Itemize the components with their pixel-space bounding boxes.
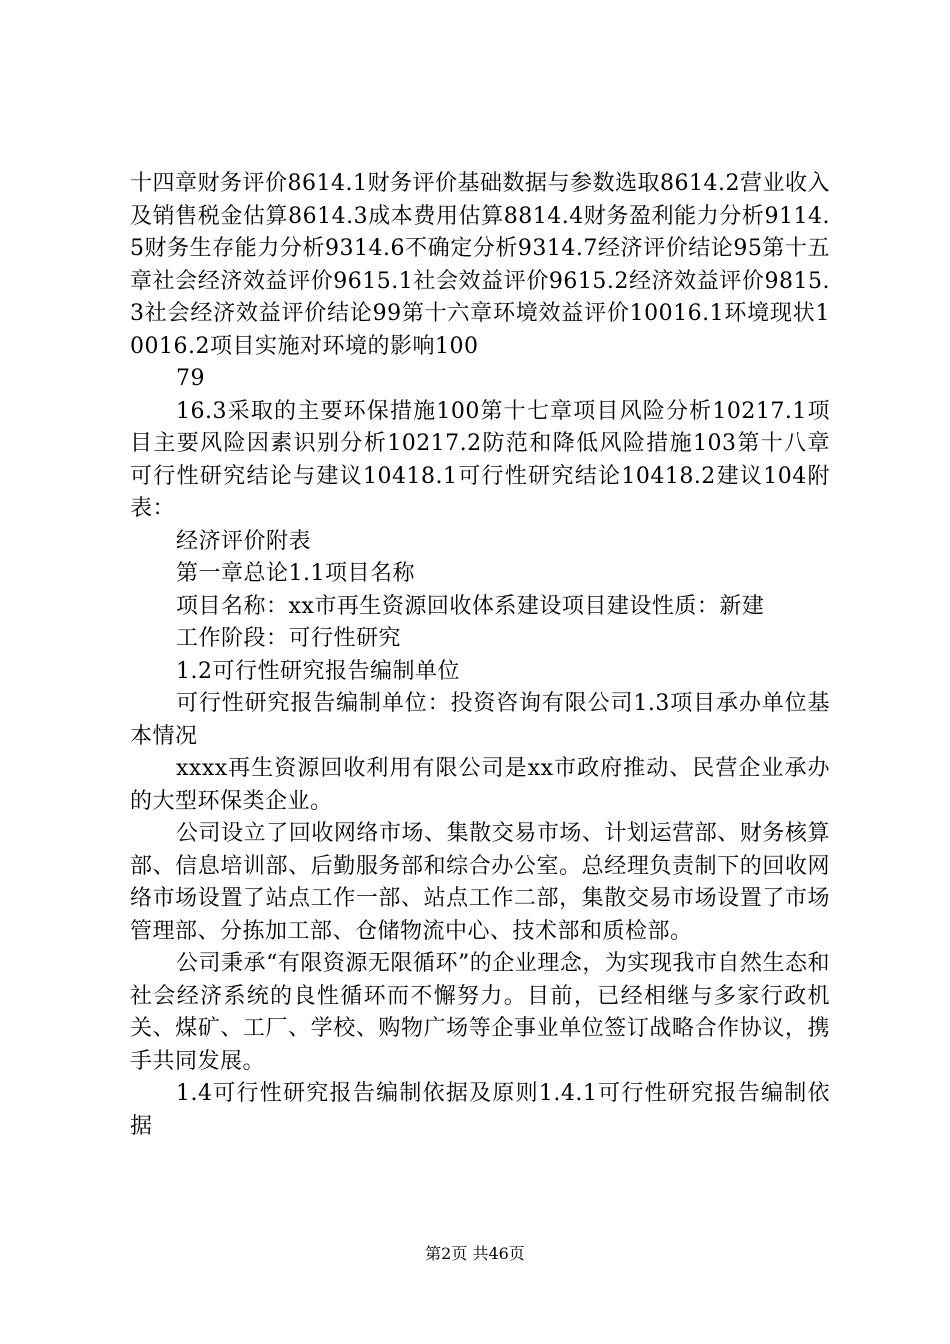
paragraph-5: 第一章总论1.1项目名称 (176, 561, 415, 586)
paragraph-8: 1.2可行性研究报告编制单位 (176, 658, 460, 684)
paragraph-10: xxxx再生资源回收利用有限公司是xx市政府推动、民营企业承办的大型环保类企业。 (130, 756, 830, 814)
paragraph-4: 经济评价附表 (176, 528, 312, 554)
paragraph-13: 1.4可行性研究报告编制依据及原则1.4.1可行性研究报告编制依据 (130, 1081, 830, 1139)
paragraph-7: 工作阶段：可行性研究 (176, 626, 402, 651)
paragraph-6: 项目名称：xx市再生资源回收体系建设项目建设性质：新建 (176, 593, 765, 619)
paragraph-12: 公司秉承“有限资源无限循环”的企业理念，为实现我市自然生态和社会经济系统的良性循环而不懈努力。目前，已经相继与多家行政机关、煤矿、工厂、学校、购物广场等企事业单位签订战略合作协议，携手共同发展。 (130, 951, 830, 1074)
paragraph-3: 16.3采取的主要环保措施100第十七章项目风险分析10217.1项目主要风险因素识别分析10217.2防范和降低风险措施103第十八章可行性研究结论与建议10418.1可行性研究结论10418.2建议104附表： (130, 398, 830, 521)
document-body (130, 168, 830, 1143)
paragraph-9: 可行性研究报告编制单位：投资咨询有限公司1.3项目承办单位基本情况 (130, 691, 830, 749)
page-footer: 第2页 共46页 (425, 1244, 525, 1263)
paragraph-2: 79 (176, 366, 205, 391)
paragraph-1: 十四章财务评价8614.1财务评价基础数据与参数选取8614.2营业收入及销售税金估算8614.3成本费用估算8814.4财务盈利能力分析9114.5财务生存能力分析9314.6不确定分析9314.7经济评价结论95第十五章社会经济效益评价9615.1社会效益评价9615.2经济效益评价9815.3社会经济效益评价结论99第十六章环境效益评价10016.1环境现状10016.2项目实施对环境的影响100 (130, 171, 830, 359)
paragraph-11: 公司设立了回收网络市场、集散交易市场、计划运营部、财务核算部、信息培训部、后勤服务部和综合办公室。总经理负责制下的回收网络市场设置了站点工作一部、站点工作二部，集散交易市场设置了市场管理部、分拣加工部、仓储物流中心、技术部和质检部。 (130, 821, 830, 944)
